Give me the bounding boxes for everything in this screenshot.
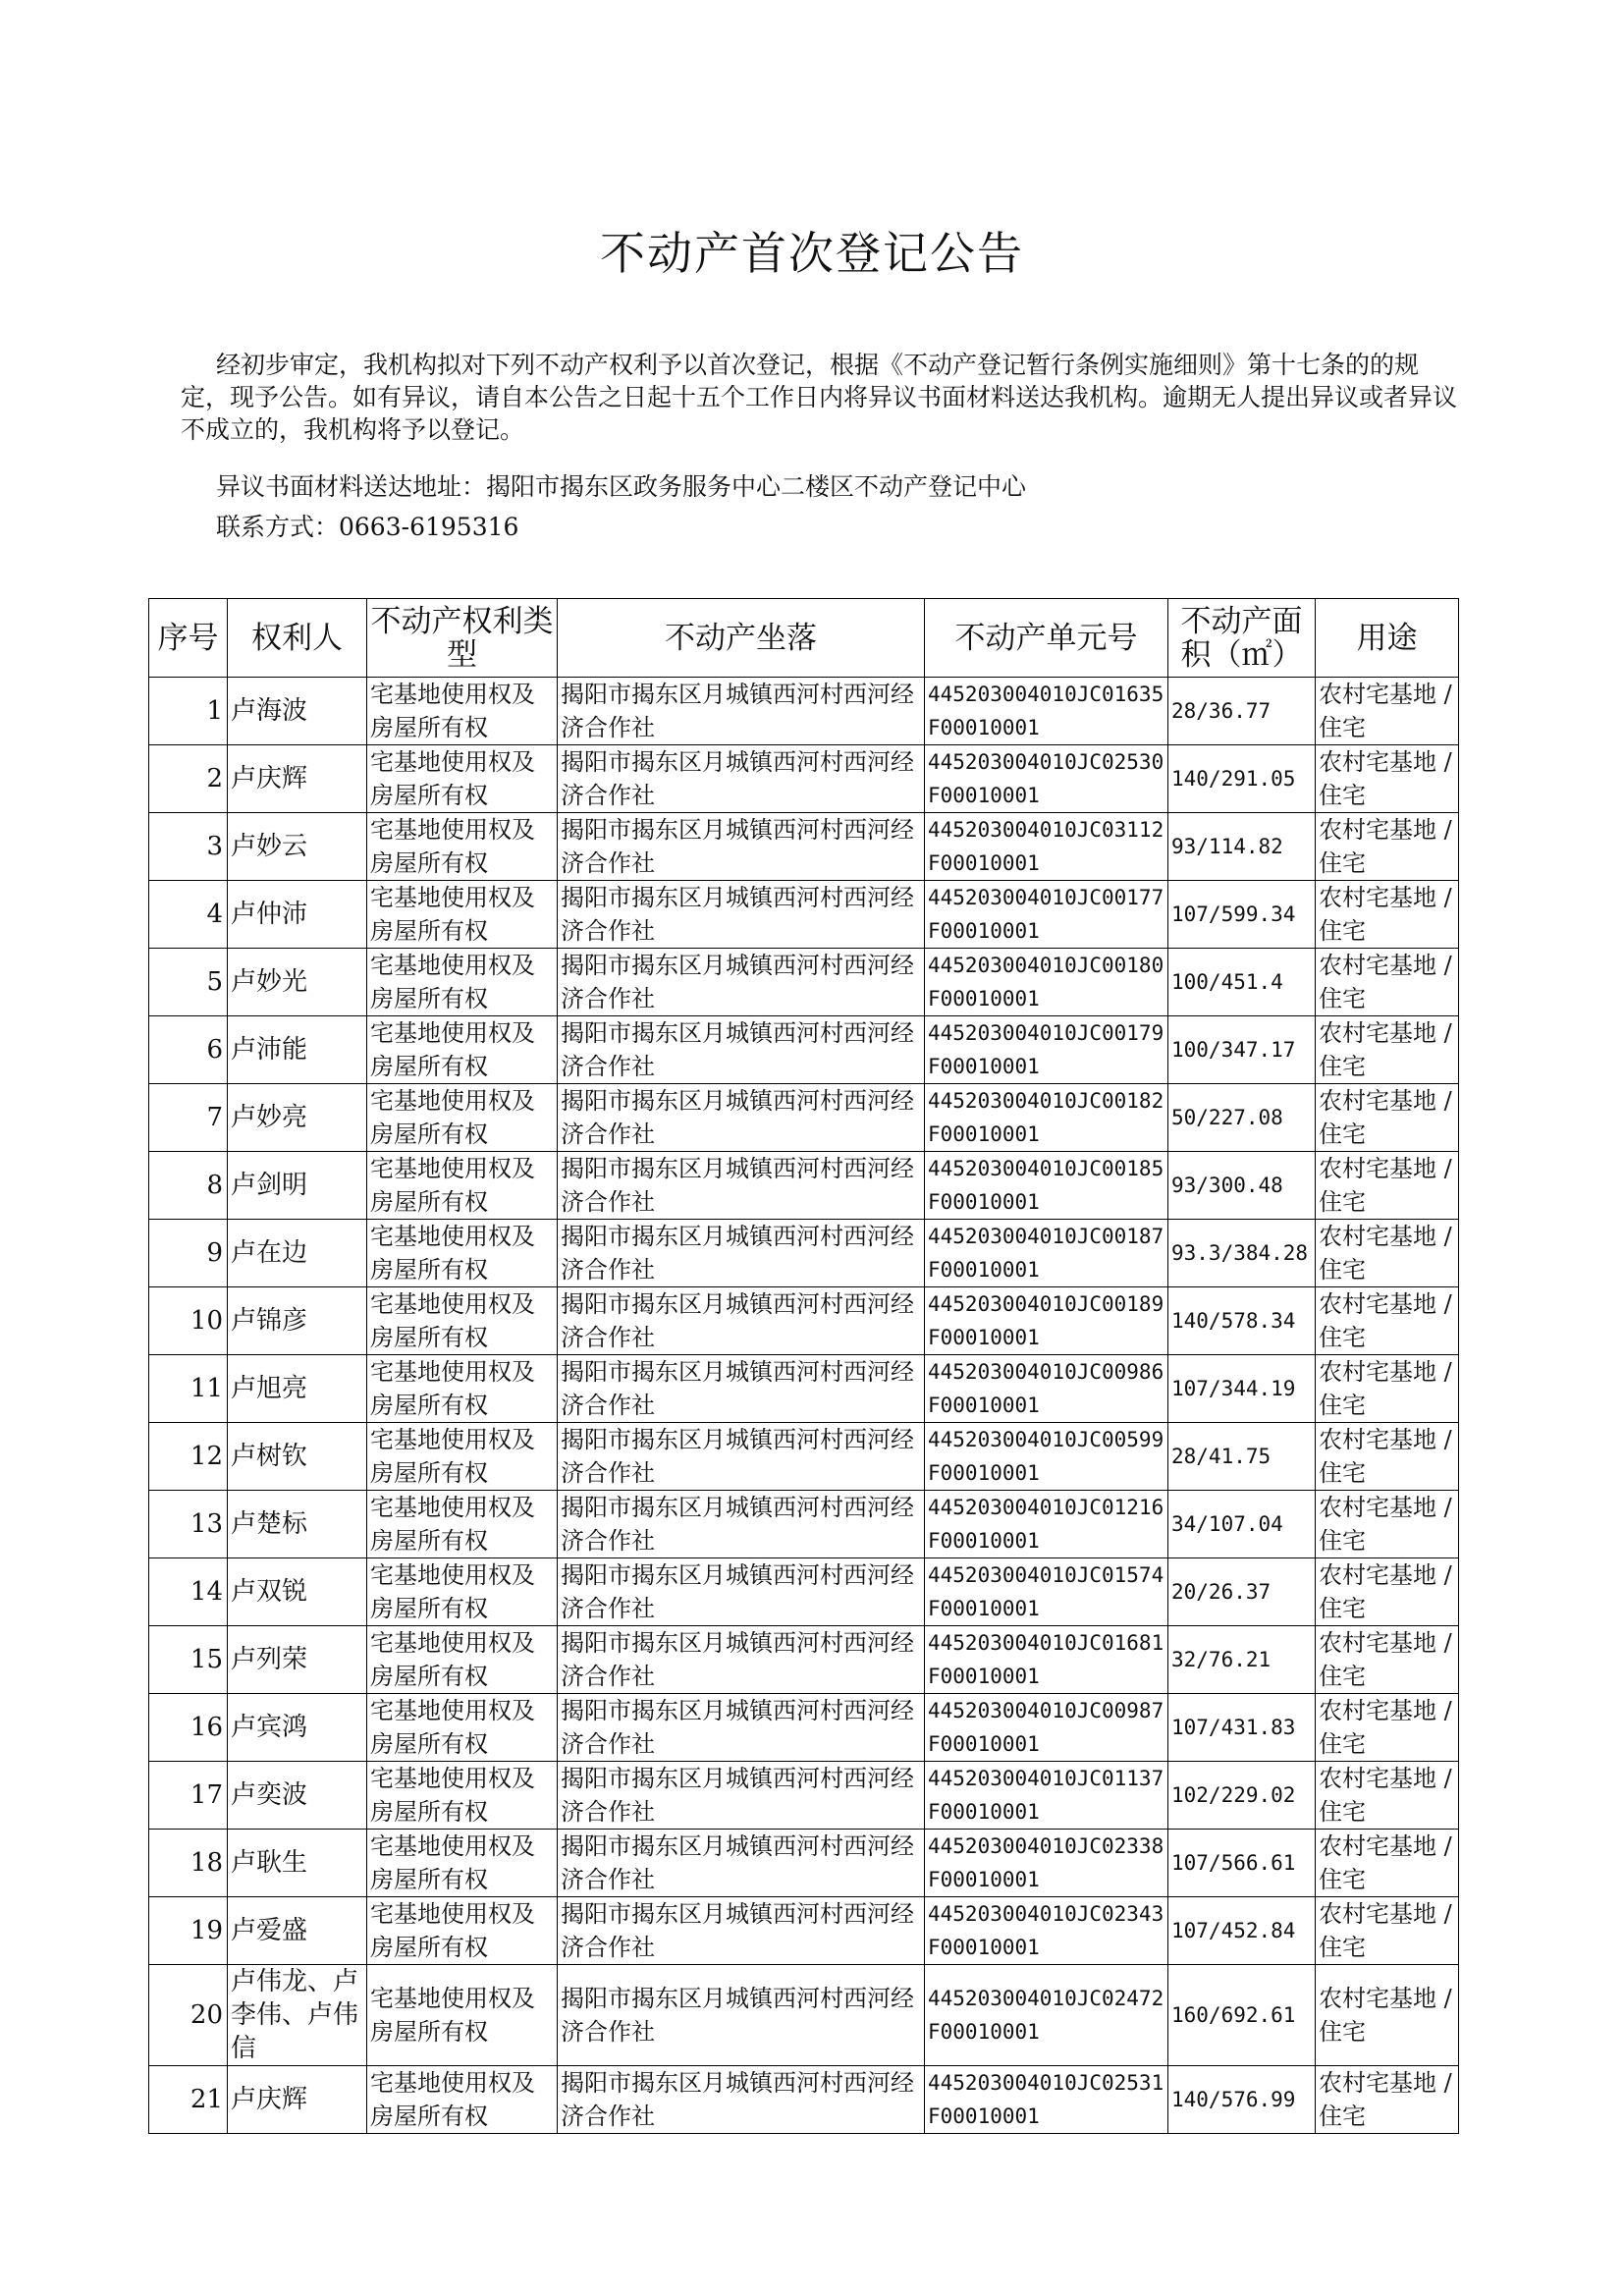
cell-location: 揭阳市揭东区月城镇西河村西河经济合作社 <box>558 1965 925 2066</box>
cell-location: 揭阳市揭东区月城镇西河村西河经济合作社 <box>558 1694 925 1762</box>
cell-location: 揭阳市揭东区月城镇西河村西河经济合作社 <box>558 1830 925 1897</box>
table-row <box>149 678 1459 745</box>
table-row <box>149 1830 1459 1897</box>
table-row <box>149 1626 1459 1694</box>
cell-right-type: 宅基地使用权及房屋所有权 <box>367 745 558 813</box>
table-row <box>149 1016 1459 1084</box>
table-row <box>149 1762 1459 1830</box>
table-row <box>149 745 1459 813</box>
cell-right-type: 宅基地使用权及房屋所有权 <box>367 1084 558 1152</box>
cell-use: 农村宅基地 / 住宅 <box>1316 813 1459 881</box>
cell-location: 揭阳市揭东区月城镇西河村西河经济合作社 <box>558 1287 925 1355</box>
cell-area: 107/344.19 <box>1168 1355 1316 1423</box>
cell-right-type: 宅基地使用权及房屋所有权 <box>367 1626 558 1694</box>
cell-right-type: 宅基地使用权及房屋所有权 <box>367 881 558 949</box>
cell-right-type: 宅基地使用权及房屋所有权 <box>367 813 558 881</box>
cell-area: 93/300.48 <box>1168 1152 1316 1220</box>
header-right-type: 不动产权利类型 <box>367 599 558 678</box>
cell-seq: 15 <box>149 1626 228 1694</box>
cell-seq: 11 <box>149 1355 228 1423</box>
cell-location: 揭阳市揭东区月城镇西河村西河经济合作社 <box>558 1762 925 1830</box>
cell-right-type: 宅基地使用权及房屋所有权 <box>367 2066 558 2134</box>
cell-seq: 6 <box>149 1016 228 1084</box>
cell-owner: 卢海波 <box>228 678 367 745</box>
cell-unit-number: 445203004010JC00182F00010001 <box>925 1084 1168 1152</box>
cell-area: 100/347.17 <box>1168 1016 1316 1084</box>
cell-use: 农村宅基地 / 住宅 <box>1316 745 1459 813</box>
cell-use: 农村宅基地 / 住宅 <box>1316 881 1459 949</box>
cell-unit-number: 445203004010JC00177F00010001 <box>925 881 1168 949</box>
table-body <box>149 678 1459 2134</box>
table-row <box>149 1152 1459 1220</box>
cell-owner: 卢妙云 <box>228 813 367 881</box>
cell-unit-number: 445203004010JC02472F00010001 <box>925 1965 1168 2066</box>
cell-location: 揭阳市揭东区月城镇西河村西河经济合作社 <box>558 1626 925 1694</box>
cell-owner: 卢楚标 <box>228 1491 367 1558</box>
cell-right-type: 宅基地使用权及房屋所有权 <box>367 1694 558 1762</box>
cell-area: 107/431.83 <box>1168 1694 1316 1762</box>
cell-use: 农村宅基地 / 住宅 <box>1316 1084 1459 1152</box>
cell-seq: 12 <box>149 1423 228 1491</box>
cell-seq: 20 <box>149 1965 228 2066</box>
header-location: 不动产坐落 <box>558 599 925 678</box>
cell-location: 揭阳市揭东区月城镇西河村西河经济合作社 <box>558 813 925 881</box>
cell-area: 93/114.82 <box>1168 813 1316 881</box>
cell-seq: 14 <box>149 1558 228 1626</box>
cell-owner: 卢奕波 <box>228 1762 367 1830</box>
cell-owner: 卢耿生 <box>228 1830 367 1897</box>
cell-unit-number: 445203004010JC00185F00010001 <box>925 1152 1168 1220</box>
cell-use: 农村宅基地 / 住宅 <box>1316 1355 1459 1423</box>
intro-paragraph: 经初步审定，我机构拟对下列不动产权利予以首次登记，根据《不动产登记暂行条例实施细则》第十七条的的规定，现予公告。如有异议，请自本公告之日起十五个工作日内将异议书面材料送达我机构。逾期无人提出异议或者异议不成立的，我机构将予以登记。 <box>181 351 1458 444</box>
cell-use: 农村宅基地 / 住宅 <box>1316 1287 1459 1355</box>
cell-seq: 16 <box>149 1694 228 1762</box>
cell-area: 32/76.21 <box>1168 1626 1316 1694</box>
header-area: 不动产面积（㎡） <box>1168 599 1316 678</box>
cell-location: 揭阳市揭东区月城镇西河村西河经济合作社 <box>558 949 925 1016</box>
cell-area: 140/576.99 <box>1168 2066 1316 2134</box>
cell-area: 100/451.4 <box>1168 949 1316 1016</box>
cell-seq: 9 <box>149 1220 228 1287</box>
cell-right-type: 宅基地使用权及房屋所有权 <box>367 949 558 1016</box>
cell-use: 农村宅基地 / 住宅 <box>1316 1830 1459 1897</box>
cell-right-type: 宅基地使用权及房屋所有权 <box>367 1016 558 1084</box>
cell-area: 140/291.05 <box>1168 745 1316 813</box>
table-row <box>149 881 1459 949</box>
cell-location: 揭阳市揭东区月城镇西河村西河经济合作社 <box>558 1152 925 1220</box>
cell-unit-number: 445203004010JC00180F00010001 <box>925 949 1168 1016</box>
cell-area: 28/41.75 <box>1168 1423 1316 1491</box>
cell-seq: 7 <box>149 1084 228 1152</box>
cell-owner: 卢旭亮 <box>228 1355 367 1423</box>
cell-seq: 1 <box>149 678 228 745</box>
cell-unit-number: 445203004010JC02343F00010001 <box>925 1897 1168 1965</box>
contact-line: 联系方式：0663-6195316 <box>216 513 519 541</box>
cell-use: 农村宅基地 / 住宅 <box>1316 1897 1459 1965</box>
table-row <box>149 1287 1459 1355</box>
cell-owner: 卢剑明 <box>228 1152 367 1220</box>
cell-area: 107/566.61 <box>1168 1830 1316 1897</box>
cell-seq: 18 <box>149 1830 228 1897</box>
header-unit-number: 不动产单元号 <box>925 599 1168 678</box>
cell-owner: 卢仲沛 <box>228 881 367 949</box>
cell-right-type: 宅基地使用权及房屋所有权 <box>367 1558 558 1626</box>
cell-area: 50/227.08 <box>1168 1084 1316 1152</box>
cell-right-type: 宅基地使用权及房屋所有权 <box>367 1423 558 1491</box>
cell-unit-number: 445203004010JC00187F00010001 <box>925 1220 1168 1287</box>
cell-location: 揭阳市揭东区月城镇西河村西河经济合作社 <box>558 1016 925 1084</box>
cell-unit-number: 445203004010JC03112F00010001 <box>925 813 1168 881</box>
cell-owner: 卢庆辉 <box>228 2066 367 2134</box>
table-row <box>149 2066 1459 2134</box>
table-row <box>149 813 1459 881</box>
cell-seq: 21 <box>149 2066 228 2134</box>
page-title: 不动产首次登记公告 <box>600 227 1024 280</box>
cell-seq: 10 <box>149 1287 228 1355</box>
cell-area: 34/107.04 <box>1168 1491 1316 1558</box>
cell-owner: 卢列荣 <box>228 1626 367 1694</box>
cell-location: 揭阳市揭东区月城镇西河村西河经济合作社 <box>558 2066 925 2134</box>
cell-unit-number: 445203004010JC02338F00010001 <box>925 1830 1168 1897</box>
table-row <box>149 1965 1459 2066</box>
registration-table <box>148 598 1459 2134</box>
cell-location: 揭阳市揭东区月城镇西河村西河经济合作社 <box>558 745 925 813</box>
table-row <box>149 949 1459 1016</box>
cell-owner: 卢妙光 <box>228 949 367 1016</box>
table-row <box>149 1355 1459 1423</box>
cell-area: 160/692.61 <box>1168 1965 1316 2066</box>
cell-area: 102/229.02 <box>1168 1762 1316 1830</box>
cell-location: 揭阳市揭东区月城镇西河村西河经济合作社 <box>558 1423 925 1491</box>
header-use: 用途 <box>1316 599 1459 678</box>
table-row <box>149 1084 1459 1152</box>
cell-right-type: 宅基地使用权及房屋所有权 <box>367 1220 558 1287</box>
cell-right-type: 宅基地使用权及房屋所有权 <box>367 1830 558 1897</box>
cell-use: 农村宅基地 / 住宅 <box>1316 1694 1459 1762</box>
table-row <box>149 1897 1459 1965</box>
cell-location: 揭阳市揭东区月城镇西河村西河经济合作社 <box>558 1558 925 1626</box>
cell-use: 农村宅基地 / 住宅 <box>1316 1152 1459 1220</box>
cell-owner: 卢锦彦 <box>228 1287 367 1355</box>
cell-right-type: 宅基地使用权及房屋所有权 <box>367 1762 558 1830</box>
cell-owner: 卢沛能 <box>228 1016 367 1084</box>
cell-area: 20/26.37 <box>1168 1558 1316 1626</box>
table-header-row <box>149 599 1459 678</box>
table-row <box>149 1220 1459 1287</box>
cell-area: 93.3/384.28 <box>1168 1220 1316 1287</box>
cell-right-type: 宅基地使用权及房屋所有权 <box>367 1152 558 1220</box>
cell-location: 揭阳市揭东区月城镇西河村西河经济合作社 <box>558 1897 925 1965</box>
cell-seq: 2 <box>149 745 228 813</box>
cell-area: 140/578.34 <box>1168 1287 1316 1355</box>
cell-owner: 卢庆辉 <box>228 745 367 813</box>
cell-unit-number: 445203004010JC01216F00010001 <box>925 1491 1168 1558</box>
cell-location: 揭阳市揭东区月城镇西河村西河经济合作社 <box>558 1220 925 1287</box>
cell-use: 农村宅基地 / 住宅 <box>1316 1626 1459 1694</box>
header-owner: 权利人 <box>228 599 367 678</box>
cell-unit-number: 445203004010JC01137F00010001 <box>925 1762 1168 1830</box>
header-seq: 序号 <box>149 599 228 678</box>
cell-unit-number: 445203004010JC00986F00010001 <box>925 1355 1168 1423</box>
cell-use: 农村宅基地 / 住宅 <box>1316 1762 1459 1830</box>
cell-area: 107/452.84 <box>1168 1897 1316 1965</box>
cell-right-type: 宅基地使用权及房屋所有权 <box>367 1491 558 1558</box>
cell-use: 农村宅基地 / 住宅 <box>1316 1423 1459 1491</box>
cell-seq: 19 <box>149 1897 228 1965</box>
cell-unit-number: 445203004010JC02531F00010001 <box>925 2066 1168 2134</box>
cell-location: 揭阳市揭东区月城镇西河村西河经济合作社 <box>558 1491 925 1558</box>
cell-seq: 13 <box>149 1491 228 1558</box>
table-row <box>149 1558 1459 1626</box>
cell-owner: 卢爱盛 <box>228 1897 367 1965</box>
cell-use: 农村宅基地 / 住宅 <box>1316 1491 1459 1558</box>
cell-unit-number: 445203004010JC02530F00010001 <box>925 745 1168 813</box>
cell-owner: 卢妙亮 <box>228 1084 367 1152</box>
cell-seq: 17 <box>149 1762 228 1830</box>
cell-right-type: 宅基地使用权及房屋所有权 <box>367 1287 558 1355</box>
cell-owner: 卢宾鸿 <box>228 1694 367 1762</box>
cell-owner: 卢在边 <box>228 1220 367 1287</box>
cell-owner: 卢树钦 <box>228 1423 367 1491</box>
cell-unit-number: 445203004010JC01574F00010001 <box>925 1558 1168 1626</box>
cell-location: 揭阳市揭东区月城镇西河村西河经济合作社 <box>558 881 925 949</box>
cell-unit-number: 445203004010JC00189F00010001 <box>925 1287 1168 1355</box>
cell-location: 揭阳市揭东区月城镇西河村西河经济合作社 <box>558 1084 925 1152</box>
cell-unit-number: 445203004010JC01681F00010001 <box>925 1626 1168 1694</box>
table-row <box>149 1694 1459 1762</box>
cell-owner: 卢双锐 <box>228 1558 367 1626</box>
cell-use: 农村宅基地 / 住宅 <box>1316 949 1459 1016</box>
cell-seq: 4 <box>149 881 228 949</box>
cell-use: 农村宅基地 / 住宅 <box>1316 1016 1459 1084</box>
cell-right-type: 宅基地使用权及房屋所有权 <box>367 678 558 745</box>
cell-use: 农村宅基地 / 住宅 <box>1316 2066 1459 2134</box>
cell-seq: 3 <box>149 813 228 881</box>
cell-use: 农村宅基地 / 住宅 <box>1316 1965 1459 2066</box>
table-row <box>149 1423 1459 1491</box>
table-row <box>149 1491 1459 1558</box>
cell-unit-number: 445203004010JC00987F00010001 <box>925 1694 1168 1762</box>
cell-area: 107/599.34 <box>1168 881 1316 949</box>
cell-area: 28/36.77 <box>1168 678 1316 745</box>
cell-unit-number: 445203004010JC01635F00010001 <box>925 678 1168 745</box>
cell-right-type: 宅基地使用权及房屋所有权 <box>367 1965 558 2066</box>
cell-seq: 8 <box>149 1152 228 1220</box>
cell-right-type: 宅基地使用权及房屋所有权 <box>367 1897 558 1965</box>
cell-use: 农村宅基地 / 住宅 <box>1316 678 1459 745</box>
cell-right-type: 宅基地使用权及房屋所有权 <box>367 1355 558 1423</box>
cell-owner: 卢伟龙、卢李伟、卢伟信 <box>228 1965 367 2066</box>
cell-use: 农村宅基地 / 住宅 <box>1316 1220 1459 1287</box>
cell-seq: 5 <box>149 949 228 1016</box>
address-line: 异议书面材料送达地址：揭阳市揭东区政务服务中心二楼区不动产登记中心 <box>216 472 1027 501</box>
cell-use: 农村宅基地 / 住宅 <box>1316 1558 1459 1626</box>
cell-unit-number: 445203004010JC00599F00010001 <box>925 1423 1168 1491</box>
cell-location: 揭阳市揭东区月城镇西河村西河经济合作社 <box>558 678 925 745</box>
cell-location: 揭阳市揭东区月城镇西河村西河经济合作社 <box>558 1355 925 1423</box>
cell-unit-number: 445203004010JC00179F00010001 <box>925 1016 1168 1084</box>
